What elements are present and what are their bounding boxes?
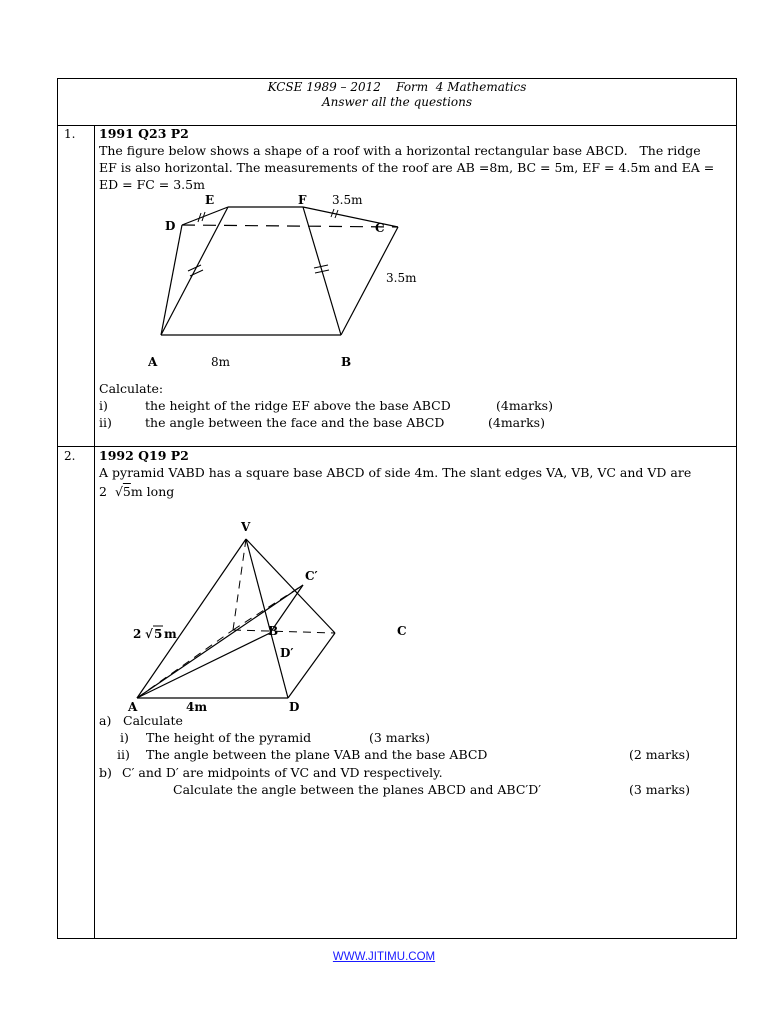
- label-C: C: [375, 221, 385, 235]
- q2-code: 1992 Q19 P2: [99, 448, 189, 463]
- q2-b-text: C′ and D′ are midpoints of VC and VD respectively.: [122, 765, 443, 780]
- slant-sqrt-symbol: √: [145, 627, 153, 641]
- table-header: [58, 79, 736, 126]
- q2-length-prefix: 2: [99, 484, 107, 499]
- q2-part-i-text: The height of the pyramid: [146, 730, 312, 745]
- label-V: V: [241, 520, 251, 534]
- label-F: F: [298, 193, 307, 207]
- label-E: E: [205, 193, 215, 207]
- label-ad-length: 4m: [186, 700, 208, 712]
- label-D: D: [289, 700, 300, 712]
- q1-part-ii-marks: (4marks): [488, 415, 545, 430]
- q2-a-text: Calculate: [123, 713, 183, 728]
- edge-VC: [246, 539, 335, 633]
- q1-part-ii-text: the angle between the face and the base ABCD: [145, 415, 445, 430]
- label-A: A: [128, 700, 138, 712]
- q1-text-line2: EF is also horizontal. The measurements of the roof are AB =8m, BC = 5m, EF = 4.5m and EA =: [99, 160, 715, 175]
- edge-DC-hidden: [182, 225, 398, 227]
- q1-number: 1.: [64, 127, 76, 141]
- q1-code: 1991 Q23 P2: [99, 126, 189, 141]
- label-fc-length: 3.5m: [332, 193, 363, 207]
- q2-length-suffix: m long: [130, 484, 175, 499]
- label-B: B: [268, 624, 279, 638]
- tick-AE-2: [190, 270, 203, 276]
- q1-part-i-text: the height of the ridge EF above the base ABCD: [145, 398, 451, 413]
- label-B: B: [341, 355, 352, 369]
- edge-VD: [246, 539, 288, 698]
- sqrt-symbol: √5: [114, 484, 131, 499]
- edge-VB-hidden: [233, 539, 246, 630]
- q2-part-ii-text: The angle between the plane VAB and the base ABCD: [146, 747, 488, 762]
- q2-part-ii-marks: (2 marks): [629, 747, 690, 762]
- q1-text-line1: The figure below shows a shape of a roof with a horizontal rectangular base ABCD. The ridge: [99, 143, 701, 158]
- question-table: [57, 78, 737, 939]
- edge-BC-hidden: [233, 630, 335, 633]
- edge-VA: [137, 539, 246, 698]
- q2-part-ii-label: ii): [117, 747, 130, 762]
- q2-part-i-label: i): [120, 730, 129, 745]
- q1-part-i-label: i): [99, 398, 108, 413]
- label-slant-root: 5: [154, 627, 163, 641]
- label-slant-prefix: 2: [133, 627, 142, 641]
- q1-part-ii-label: ii): [99, 415, 112, 430]
- edge-DE: [182, 207, 228, 225]
- q2-length-root: 5: [122, 484, 131, 499]
- label-D: D: [165, 219, 176, 233]
- q2-b-marks: (3 marks): [629, 782, 690, 797]
- q2-b-label: b): [99, 765, 112, 780]
- q1-text-line3: ED = FC = 3.5m: [99, 177, 205, 192]
- q2-a-label: a): [99, 713, 112, 728]
- q2-length-line: [99, 483, 729, 500]
- header-title: KCSE 1989 – 2012 Form 4 Mathematics: [267, 80, 527, 94]
- label-bc-length: 3.5m: [386, 271, 417, 285]
- q2-block: [99, 447, 729, 500]
- edge-DC: [288, 633, 335, 698]
- column-divider: [94, 126, 95, 938]
- q1-part-i-marks: (4marks): [496, 398, 553, 413]
- q1-calculate: Calculate:: [99, 381, 164, 396]
- q1-block: [99, 125, 729, 193]
- q2-number: 2.: [64, 449, 76, 463]
- q2-pyramid-figure: [123, 517, 423, 712]
- q2-part-i-marks: (3 marks): [369, 730, 430, 745]
- label-A: A: [148, 355, 158, 369]
- label-D-prime: D′: [280, 646, 294, 660]
- label-slant-unit: m: [164, 627, 177, 641]
- edge-AC-prime: [137, 585, 303, 698]
- label-C-prime: C′: [305, 569, 318, 583]
- q1-roof-figure: [148, 189, 438, 369]
- footer-link[interactable]: WWW.JITIMU.COM: [332, 951, 436, 963]
- label-ab-length: 8m: [211, 355, 231, 369]
- q2-b-sub: Calculate the angle between the planes ABCD and ABC′D′: [173, 782, 542, 797]
- q2-text-line1: A pyramid VABD has a square base ABCD of side 4m. The slant edges VA, VB, VC and VD are: [99, 465, 692, 480]
- header-instruction: Answer all the questions: [321, 95, 473, 109]
- label-C: C: [397, 624, 407, 638]
- edge-DA: [161, 225, 182, 335]
- edge-AD-prime: [137, 633, 270, 698]
